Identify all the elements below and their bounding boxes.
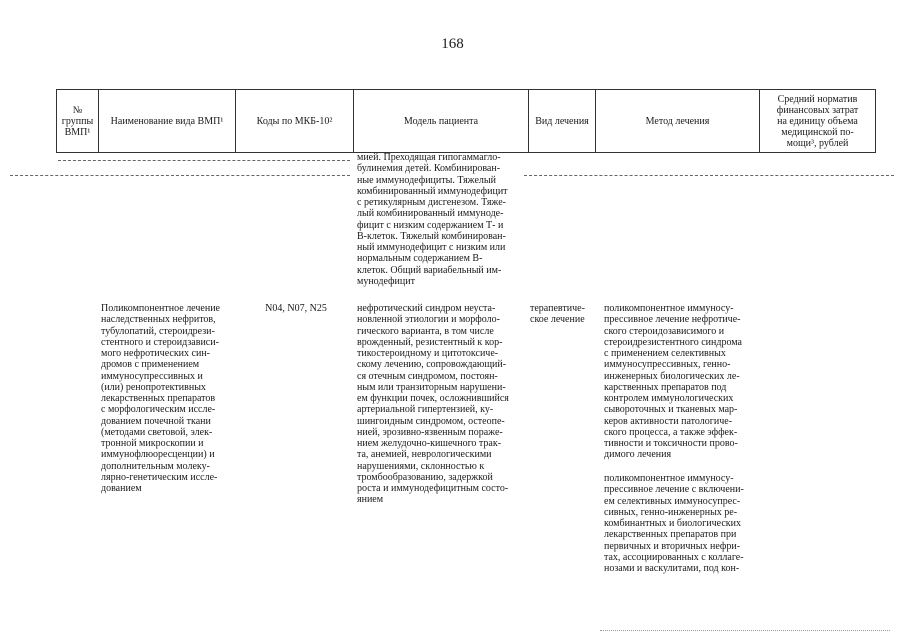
header-treatment-method: Метод лечения xyxy=(596,90,760,153)
header-icd-codes: Коды по МКБ-10² xyxy=(236,90,354,153)
header-cost-norm: Средний норматив финансовых затрат на единицу объема медицинской по- мощи³, рублей xyxy=(760,90,876,153)
row-vmp-name: Поликомпонентное лечение наследственных нефритов, тубулопатий, стероидрези- стентного и стероидзависи- мого нефротических син- дромов с применением иммуносупрессивных и (или) ренопротективных лекарственных препаратов с морфологическим иссле- дованием почечной ткани (методами световой, элек- тронной микроскопии и иммунофлюоресценции) и дополнительным молеку- лярно-генетическим иссле- дованием xyxy=(101,303,220,494)
table-header xyxy=(56,89,876,153)
bottom-rule xyxy=(600,630,890,631)
header-treatment-type: Вид лечения xyxy=(529,90,596,153)
row-icd-codes: N04, N07, N25 xyxy=(265,303,327,314)
header-vmp-name: Наименование вида ВМП¹ xyxy=(99,90,236,153)
header-row xyxy=(57,90,876,153)
header-group-no: № группы ВМП¹ xyxy=(57,90,99,153)
page-number: 168 xyxy=(441,36,464,52)
separator-line xyxy=(10,175,350,176)
separator-line xyxy=(58,160,350,161)
continuation-patient-model: мией. Преходящая гипогаммагло- булинемия детей. Комбинирован- ные иммунодефициты. Тяжелый комбинированный иммунодефицит с ретикулярным дисгенезом. Тяже- лый комбинированный иммуноде- фицит с низким содержанием Т- и В-клеток. Тяжелый комбинирован- ный иммунодефицит с низким или нормальным содержанием В- клеток. Общий вариабельный им- мунодефицит xyxy=(357,152,508,287)
header-patient-model: Модель пациента xyxy=(354,90,529,153)
row-method-2: поликомпонентное иммуносу- прессивное лечение с включени- ем селективных иммуносупрес- сивных, генно-инженерных ре- комбинантных и биологических лекарственных препаратов при первичных и вторичных нефри- тах, ассоциированных с коллаге- нозами и васкулитами, под кон- xyxy=(604,473,744,574)
row-method-1: поликомпонентное иммуносу- прессивное лечение нефротиче- ского стероидозависимого и стероидрезистентного синдрома с применением селективных иммуносупрессивных, генно- инженерных биологических ле- карственных препаратов под контролем иммунологических сывороточных и тканевых мар- керов активности патологиче- ского процесса, а также эффек- тивности и токсичности прово- димого лечения xyxy=(604,303,742,461)
row-treatment-type: терапевтиче- ское лечение xyxy=(530,303,585,326)
separator-line xyxy=(524,175,894,176)
row-patient-model: нефротический синдром неуста- новленной этиологии и морфоло- гического варианта, в том числе врожденный, резистентный к кор- тикостероидному и цитотоксиче- скому лечению, сопровождающий- ся отечным синдромом, постоян- ным или транзиторным нарушени- ем функции почек, осложнившийся артериальной гипертензией, ку- шингоидным синдромом, остеопе- нией, эрозивно-язвенным пораже- нием желудочно-кишечного трак- та, анемией, неврологическими нарушениями, склонностью к тромбообразованию, задержкой роста и иммунодефицитным состо- янием xyxy=(357,303,509,506)
